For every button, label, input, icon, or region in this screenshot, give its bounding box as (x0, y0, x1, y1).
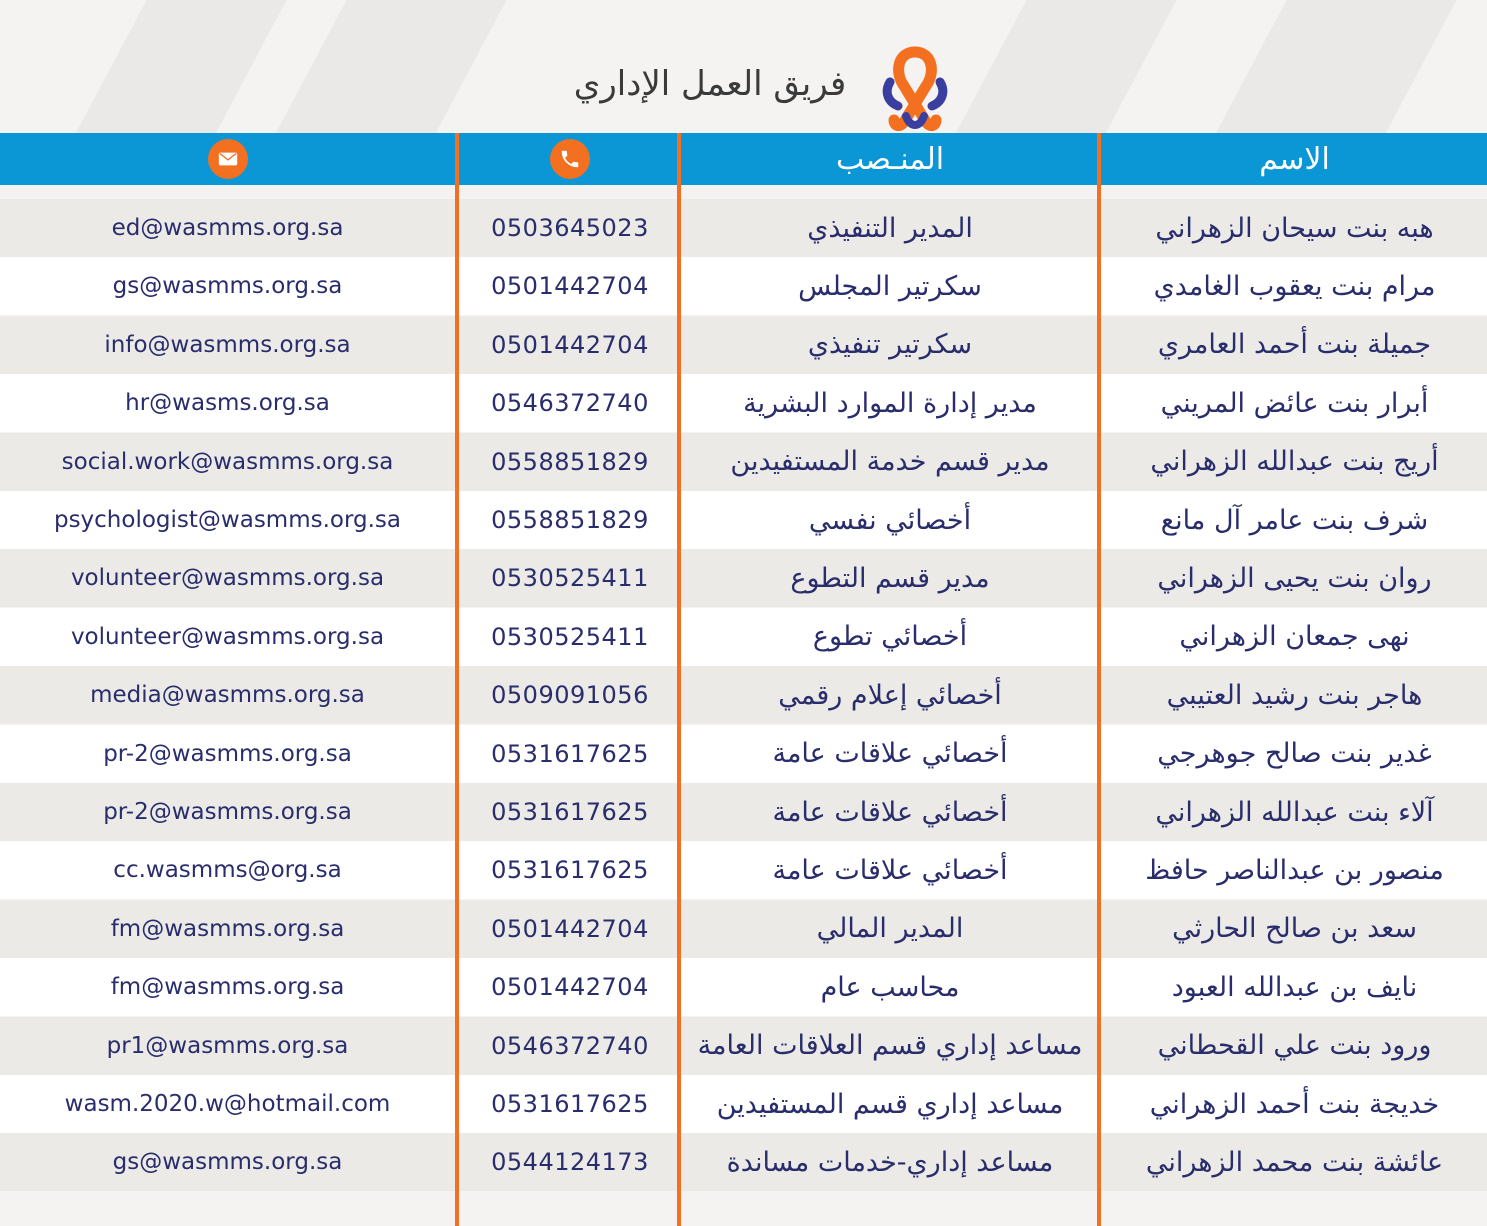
cell-phone[interactable]: 0503645023 (491, 214, 649, 242)
cell-name: سعد بن صالح الحارثي (1172, 913, 1417, 945)
header-email (0, 133, 455, 185)
table-header (0, 133, 1487, 185)
cell-position: أخصائي تطوع (812, 621, 968, 653)
cell-phone[interactable]: 0501442704 (491, 914, 649, 943)
cell-name: هاجر بنت رشيد العتيبي (1166, 679, 1423, 711)
cell-position: مدير إدارة الموارد البشرية (743, 387, 1037, 419)
cell-email[interactable]: cc.wasmms@org.sa (113, 857, 342, 884)
cell-phone[interactable]: 0546372740 (491, 389, 649, 418)
column-divider (677, 133, 681, 1226)
cell-email[interactable]: gs@wasmms.org.sa (112, 273, 343, 300)
cell-position: محاسب عام (820, 971, 960, 1003)
table-row (0, 374, 1487, 432)
cell-phone[interactable]: 0530525411 (491, 564, 649, 593)
cell-email[interactable]: gs@wasmms.org.sa (112, 1149, 343, 1176)
cell-phone[interactable]: 0531617625 (491, 1090, 649, 1118)
cell-name: شرف بنت عامر آل مانع (1160, 504, 1429, 536)
table-row (0, 608, 1487, 666)
cell-email[interactable]: fm@wasmms.org.sa (110, 974, 345, 1001)
cell-name: هبه بنت سيحان الزهراني (1155, 212, 1434, 244)
cell-phone[interactable]: 0501442704 (491, 272, 649, 301)
cell-phone[interactable]: 0501442704 (491, 973, 649, 1002)
cell-email[interactable]: volunteer@wasmms.org.sa (70, 623, 385, 650)
cell-phone[interactable]: 0558851829 (491, 506, 649, 534)
cell-position: أخصائي علاقات عامة (772, 796, 1008, 828)
cell-name: نايف بن عبدالله العبود (1171, 971, 1418, 1003)
cell-phone[interactable]: 0558851829 (491, 447, 649, 476)
cell-name: نهى جمعان الزهراني (1179, 621, 1410, 653)
cell-name: روان بنت يحيى الزهراني (1157, 562, 1432, 594)
column-divider (1097, 133, 1101, 1226)
cell-email[interactable]: fm@wasmms.org.sa (110, 915, 345, 942)
cell-name: جميلة بنت أحمد العامري (1157, 329, 1432, 361)
table-row (0, 1075, 1487, 1133)
cell-phone[interactable]: 0501442704 (491, 330, 649, 359)
cell-phone[interactable]: 0530525411 (491, 622, 649, 651)
cell-phone[interactable]: 0509091056 (491, 681, 649, 710)
cell-position: المدير المالي (816, 913, 964, 945)
phone-icon (550, 139, 590, 179)
cell-position: أخصائي نفسي (808, 504, 972, 536)
cell-position: مدير قسم التطوع (790, 562, 990, 594)
cell-position: أخصائي علاقات عامة (772, 738, 1008, 770)
table-row (0, 900, 1487, 958)
header-name: الاسم (1259, 141, 1330, 177)
cell-phone[interactable]: 0544124173 (491, 1148, 649, 1177)
cell-phone[interactable]: 0531617625 (491, 798, 649, 826)
cell-position: مساعد إداري-خدمات مساندة (726, 1146, 1054, 1178)
table-row (0, 958, 1487, 1016)
column-divider (455, 133, 459, 1226)
cell-email[interactable]: pr1@wasmms.org.sa (106, 1032, 349, 1059)
ribbon-logo-icon (880, 44, 950, 144)
cell-position: المدير التنفيذي (807, 212, 973, 244)
email-icon (208, 139, 248, 179)
cell-position: مساعد إداري قسم العلاقات العامة (697, 1030, 1083, 1062)
cell-position: مساعد إداري قسم المستفيدين (716, 1088, 1064, 1120)
table-row (0, 433, 1487, 491)
cell-email[interactable]: pr-2@wasmms.org.sa (103, 799, 352, 825)
table-row (0, 783, 1487, 841)
cell-name: أريج بنت عبدالله الزهراني (1150, 446, 1439, 478)
cell-email[interactable]: pr-2@wasmms.org.sa (103, 740, 352, 767)
cell-name: مرام بنت يعقوب الغامدي (1153, 270, 1436, 302)
cell-email[interactable]: volunteer@wasmms.org.sa (70, 565, 385, 592)
cell-position: سكرتير المجلس (798, 270, 982, 302)
table-row (0, 725, 1487, 783)
cell-email[interactable]: social.work@wasmms.org.sa (61, 448, 394, 475)
table-row (0, 666, 1487, 724)
cell-name: آلاء بنت عبدالله الزهراني (1155, 796, 1434, 828)
cell-email[interactable]: info@wasmms.org.sa (104, 331, 351, 358)
cell-email[interactable]: hr@wasms.org.sa (125, 390, 330, 417)
cell-name: غدير بنت صالح جوهرجي (1157, 738, 1432, 770)
staff-table (0, 133, 1487, 1226)
cell-email[interactable]: wasm.2020.w@hotmail.com (64, 1091, 391, 1117)
cell-name: أبرار بنت عائض المريني (1160, 387, 1429, 419)
cell-email[interactable]: psychologist@wasmms.org.sa (53, 507, 402, 533)
table-row (0, 1017, 1487, 1075)
table-row (0, 316, 1487, 374)
table-row (0, 491, 1487, 549)
cell-name: منصور بن عبدالناصر حافظ (1145, 854, 1444, 886)
table-row (0, 257, 1487, 315)
table-row (0, 1133, 1487, 1191)
cell-position: سكرتير تنفيذي (807, 329, 973, 361)
table-row (0, 199, 1487, 257)
cell-name: ورود بنت علي القحطاني (1157, 1030, 1432, 1062)
cell-phone[interactable]: 0546372740 (491, 1031, 649, 1060)
cell-position: أخصائي إعلام رقمي (778, 679, 1002, 711)
cell-name: عائشة بنت محمد الزهراني (1145, 1146, 1444, 1178)
table-row (0, 549, 1487, 607)
table-row (0, 841, 1487, 899)
header-phone (461, 133, 679, 185)
cell-position: أخصائي علاقات عامة (772, 854, 1008, 886)
header-position: المنـصب (835, 141, 945, 177)
cell-position: مدير قسم خدمة المستفيدين (730, 446, 1050, 478)
cell-email[interactable]: ed@wasmms.org.sa (111, 215, 344, 241)
cell-phone[interactable]: 0531617625 (491, 856, 649, 885)
cell-email[interactable]: media@wasmms.org.sa (90, 682, 365, 709)
page-header (0, 22, 1487, 122)
cell-name: خديجة بنت أحمد الزهراني (1149, 1088, 1440, 1120)
page-title: فريق العمل الإداري (573, 64, 847, 104)
cell-phone[interactable]: 0531617625 (491, 739, 649, 768)
